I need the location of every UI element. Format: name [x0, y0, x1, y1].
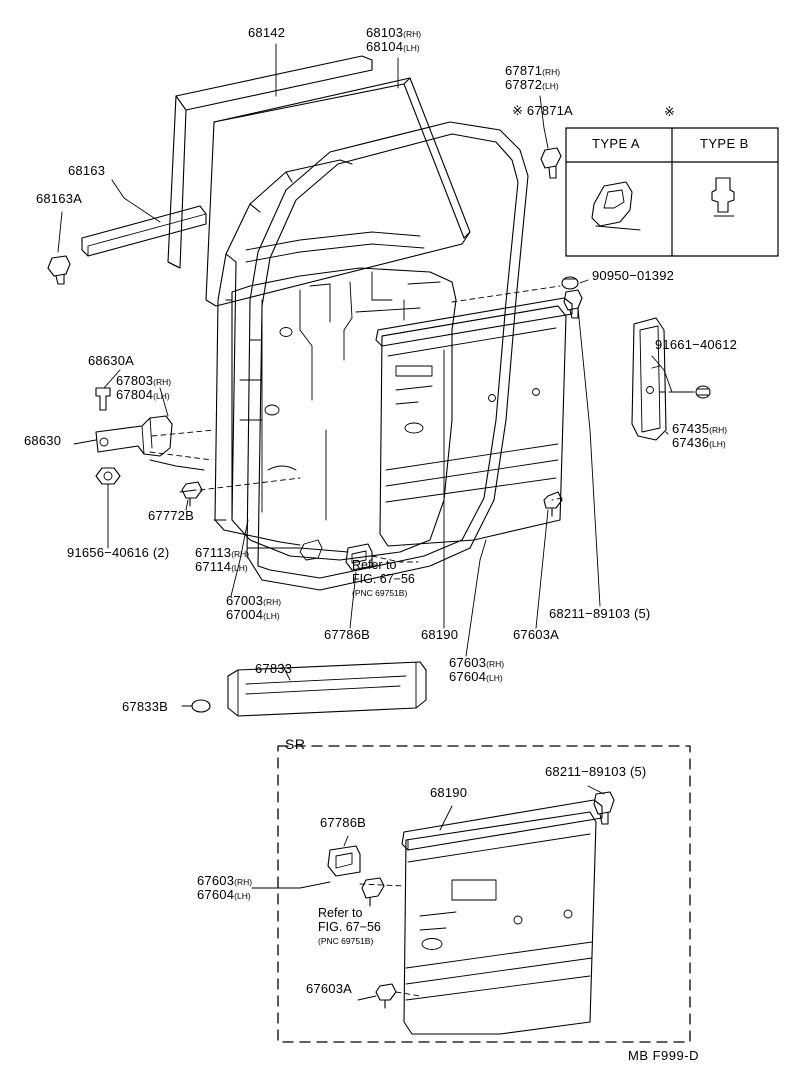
refer-to-note-top	[352, 558, 415, 600]
sr-part-67786b-clip	[328, 846, 360, 876]
part-68630-door-check	[96, 416, 172, 456]
part-68211-clips	[564, 290, 582, 318]
part-67603a-fastener	[544, 492, 562, 516]
label-67872: 67872(LH)	[505, 77, 559, 92]
part-67003-door-shell	[215, 160, 456, 560]
label-91661-40612: 91661−40612	[655, 337, 738, 352]
label-68630a: 68630A	[88, 353, 135, 368]
label-67604: 67604(LH)	[449, 669, 503, 684]
label-68211-89103: 68211−89103 (5)	[549, 606, 651, 621]
label-68630: 68630	[24, 433, 62, 448]
part-68163a-clip	[48, 256, 70, 284]
label-67113: 67113(RH)	[195, 545, 250, 560]
label-67435: 67435(RH)	[672, 421, 728, 436]
label-67871a: ※ 67871A	[512, 103, 573, 118]
label-67871: 67871(RH)	[505, 63, 561, 78]
sr-box	[278, 746, 690, 1042]
label-68104: 68104(LH)	[366, 39, 420, 54]
sr-label-67603: 67603(RH)	[197, 873, 253, 888]
label-67003: 67003(RH)	[226, 593, 282, 608]
label-67833: 67833	[255, 661, 293, 676]
part-67833b-clip	[182, 700, 210, 712]
refer-line-2: FIG. 67−56	[352, 572, 415, 586]
part-90950-plug	[562, 277, 578, 289]
part-67871a-clip	[541, 148, 561, 178]
label-67603: 67603(RH)	[449, 655, 505, 670]
label-68163a: 68163A	[36, 191, 83, 206]
sr-label: SR	[285, 736, 306, 752]
sr-label-67786b: 67786B	[320, 815, 367, 830]
refer-line-3: (PNC 69751B)	[352, 588, 408, 598]
sr-part-67603-trim-board	[404, 812, 596, 1034]
asterisk-marker: ※	[664, 104, 675, 119]
footer-code: MB F999-D	[628, 1048, 699, 1063]
part-68190-moulding	[376, 298, 572, 346]
sr-label-68190: 68190	[430, 785, 468, 800]
sr-part-grommet	[362, 878, 384, 906]
sr-part-67603a-fastener	[376, 984, 396, 1008]
part-68630a-bolt	[96, 388, 110, 410]
label-67803: 67803(RH)	[116, 373, 172, 388]
label-68163: 68163	[68, 163, 106, 178]
label-91656-40616: 91656−40616 (2)	[67, 545, 170, 560]
label-67786b: 67786B	[324, 627, 371, 642]
sr-refer-line-3: (PNC 69751B)	[318, 936, 374, 946]
label-68190: 68190	[421, 627, 459, 642]
type-a-header: TYPE A	[592, 136, 640, 151]
label-67804: 67804(LH)	[116, 387, 170, 402]
part-68163-belt-strip	[82, 206, 206, 256]
sr-label-67604: 67604(LH)	[197, 887, 251, 902]
part-91656-nut	[96, 468, 120, 484]
sr-refer-line-1: Refer to	[318, 906, 363, 920]
part-91661-screw	[696, 386, 710, 398]
part-67871-weatherstrip	[247, 122, 528, 590]
part-67772b-clip	[182, 482, 202, 506]
refer-to-note-bottom	[318, 906, 381, 948]
sr-label-67603a: 67603A	[306, 981, 353, 996]
label-67833b: 67833B	[122, 699, 169, 714]
type-b-header: TYPE B	[700, 136, 749, 151]
label-67772b: 67772B	[148, 508, 195, 523]
refer-line-1: Refer to	[352, 558, 397, 572]
label-67603a: 67603A	[513, 627, 560, 642]
label-67114: 67114(LH)	[195, 559, 248, 574]
sr-label-68211-89103: 68211−89103 (5)	[545, 764, 647, 779]
label-67004: 67004(LH)	[226, 607, 280, 622]
label-90950-01392: 90950−01392	[592, 268, 675, 283]
part-68142-glass	[168, 56, 372, 268]
label-67436: 67436(LH)	[672, 435, 726, 450]
label-68142: 68142	[248, 25, 286, 40]
label-68103: 68103(RH)	[366, 25, 422, 40]
sr-refer-line-2: FIG. 67−56	[318, 920, 381, 934]
